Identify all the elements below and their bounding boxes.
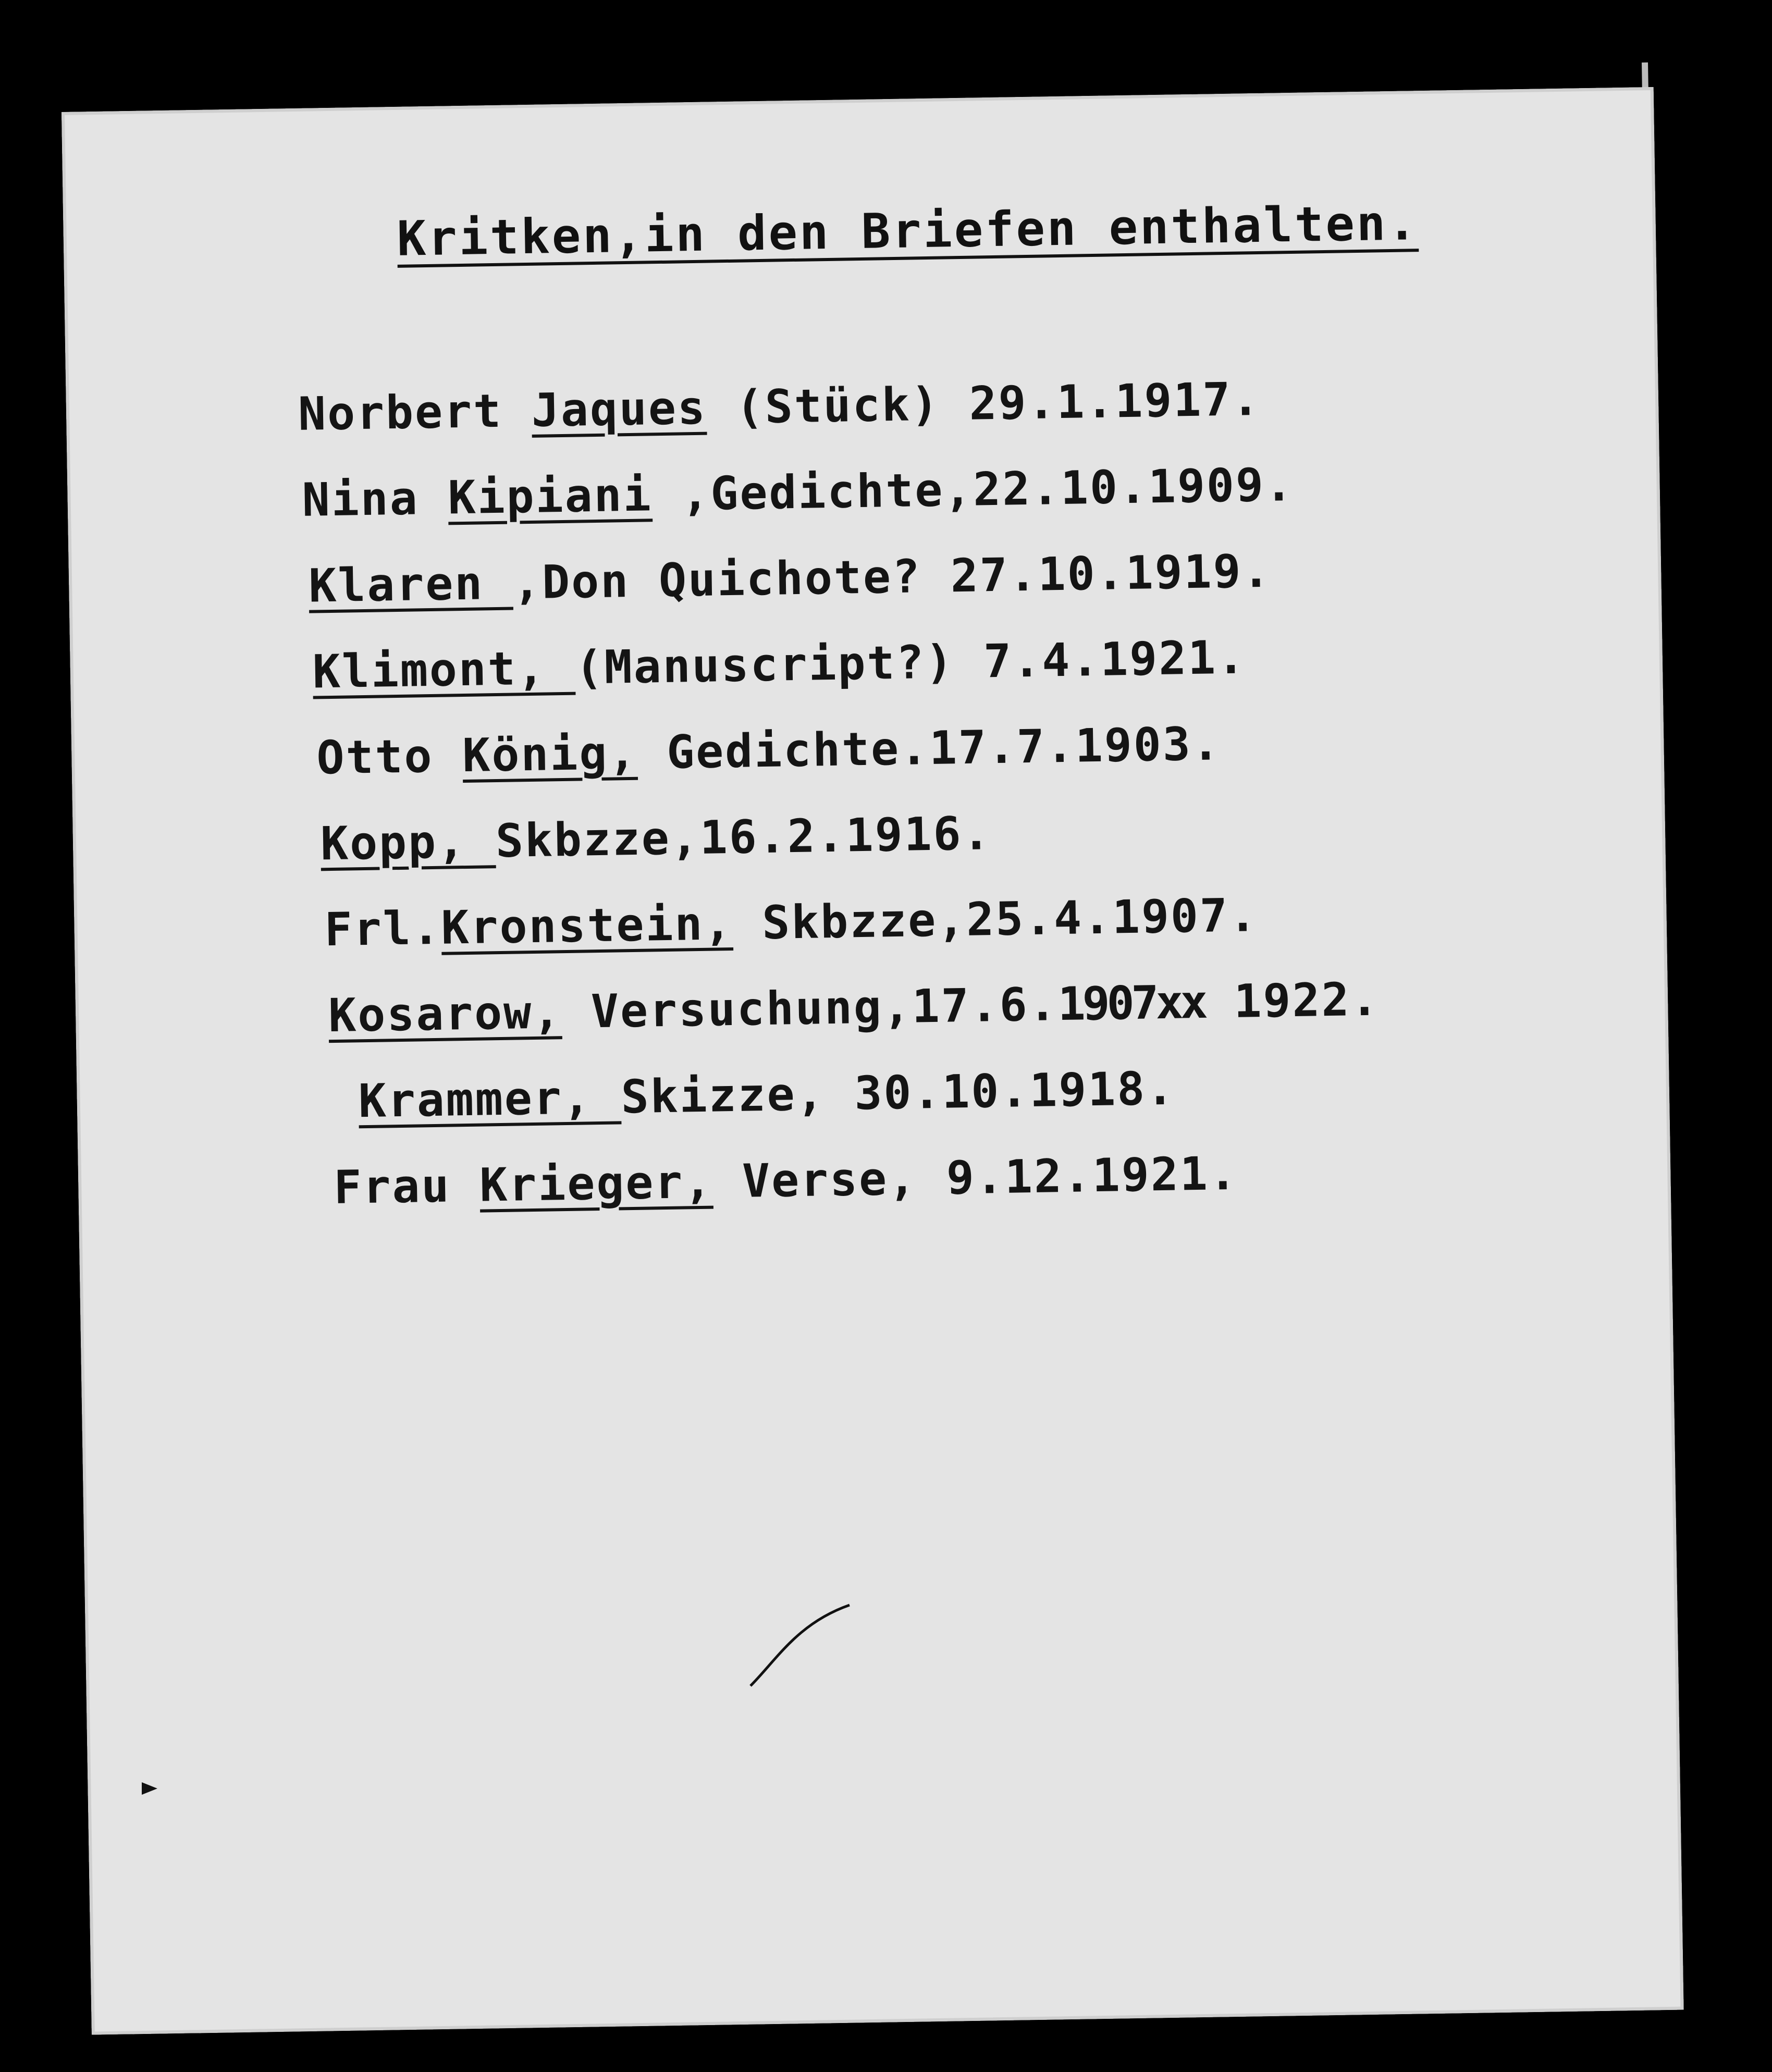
entry-detail: Skizze, 30.10.1918.: [620, 1061, 1176, 1124]
entry-detail: (Stück) 29.1.1917.: [706, 372, 1262, 435]
entry-detail: Gedichte.17.7.1903.: [637, 717, 1222, 780]
entry-krammer: [358, 1062, 1176, 1128]
pointer-mark-icon: [142, 1782, 157, 1795]
entry-prefix: Norbert: [298, 383, 532, 441]
entry-detail: (Manuscript?) 7.4.1921.: [574, 630, 1247, 695]
pencil-stroke-mark: [745, 1602, 860, 1691]
entry-detail: ,Don Quichote? 27.10.1919.: [512, 544, 1272, 610]
entry-name: Klimont,: [312, 640, 576, 699]
entry-name: Klaren: [308, 556, 513, 613]
entry-krieger: [334, 1146, 1239, 1214]
entry-name: Kopp,: [320, 814, 496, 871]
entry-kosarow: [328, 972, 1380, 1042]
entry-kronstein: [324, 888, 1259, 956]
index-card: [61, 87, 1684, 2035]
entry-jaques: [298, 372, 1261, 441]
entry-detail: Skbzze,16.2.1916.: [495, 806, 992, 868]
entry-prefix: Otto: [316, 729, 463, 785]
entry-name: Jaques: [531, 380, 707, 437]
entry-name: Kosarow,: [328, 985, 562, 1043]
card-heading: Kritken,in den Briefen enthalten.: [397, 195, 1419, 267]
overtyped-year: 1907xx: [1057, 975, 1205, 1031]
entry-klimont: [312, 630, 1247, 698]
entry-detail: Verse, 9.12.1921.: [712, 1146, 1239, 1208]
entry-koenig: [316, 717, 1222, 784]
entry-detail: Versuchung,17.6.: [561, 977, 1059, 1039]
corrected-year: 1922.: [1204, 972, 1381, 1029]
show-through-text: [357, 331, 388, 384]
entry-prefix: Frau: [333, 1158, 481, 1215]
entry-name: König,: [462, 725, 638, 783]
entry-klaren: [309, 544, 1272, 613]
entry-name: Kronstein,: [440, 896, 734, 955]
entry-name: Krammer,: [358, 1070, 622, 1128]
entry-kipiani: [302, 458, 1295, 527]
entry-prefix: Frl.: [324, 901, 442, 957]
entry-kopp: [320, 806, 992, 870]
entry-detail: ,Gedichte,22.10.1909.: [651, 457, 1295, 522]
entry-prefix: Nina: [301, 471, 449, 527]
entry-detail: Skbzze,25.4.1907.: [732, 888, 1259, 950]
entry-name: Kipiani: [447, 467, 653, 525]
entry-name: Krieger,: [479, 1154, 713, 1212]
